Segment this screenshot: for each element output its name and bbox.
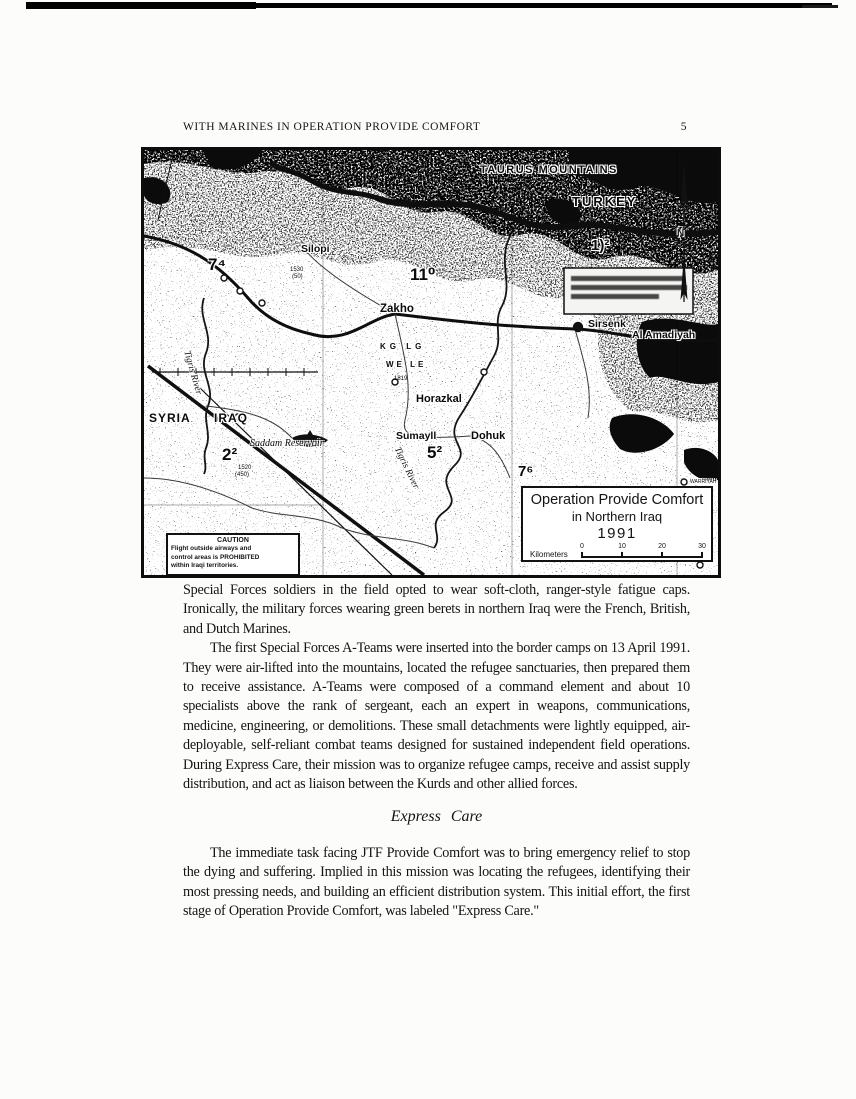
map-elevation-label: 1520 bbox=[238, 465, 252, 471]
legend-year: 1991 bbox=[597, 525, 637, 542]
map-elevation-label: 1819 bbox=[394, 376, 408, 382]
sirsenk-marker bbox=[574, 323, 583, 332]
paragraph-a-teams: The first Special Forces A-Teams were inserted into the border camps on 13 April 1991. They were air-lifted into the mountains, located the refugee sanctuaries, then prepared them to receive assistance. A-Teams were composed of a command element and about 10 specialists above the rank of sergeant, each an expert in weapons, communications, medicine, engineering, or demolitions. These small detachments were lightly equipped, air-deployable, self-reliant combat teams designed for sustained independent field operations. During Express Care, their mission was to organize refugee camps, receive and assist supply distribution, and act as liaison between the Kurds and other allied forces. bbox=[183, 640, 690, 793]
map-label-tigris-river-2: Tigris River bbox=[391, 445, 421, 491]
legend-title-line2: in Northern Iraq bbox=[571, 509, 663, 524]
map-label-horazkal: Horazkal bbox=[416, 393, 462, 405]
page-number: 5 bbox=[680, 121, 687, 133]
map-unit-22: 2² bbox=[222, 445, 238, 464]
running-title: WITH MARINES IN OPERATION PROVIDE COMFORT bbox=[183, 121, 481, 133]
paragraph-express-care: The immediate task facing JTF Provide Comfort was to bring emergency relief to stop the dying and suffering. Implied in this mission was locating the refugees, identifying their most pressing needs, and building an efficient distribution system. This initial effort, the first stage of Operation Provide Comfort, was labeled "Express Care." bbox=[183, 844, 690, 920]
scan-artifact-bar bbox=[26, 3, 832, 8]
body-text bbox=[183, 581, 690, 922]
map-figure bbox=[141, 147, 721, 578]
caution-box bbox=[166, 533, 300, 576]
scale-ruler bbox=[580, 543, 706, 558]
scale-bar bbox=[523, 544, 711, 560]
map-label-turkey: TURKEY bbox=[572, 194, 638, 209]
map-label-dohuk: Dohuk bbox=[471, 430, 506, 442]
map-elevation-label: 1530 bbox=[290, 267, 304, 273]
caution-line: control areas is PROHIBITED bbox=[171, 553, 260, 561]
paragraph-special-forces: Special Forces soldiers in the field opted to wear soft-cloth, ranger-style fatigue caps. Ironically, the military forces wearing green berets in northern Iraq were the French, British, and Dutch Marines. bbox=[183, 582, 690, 637]
map-label-warriyah: WARRIYAH bbox=[690, 479, 717, 485]
map-elevation-label: (50) bbox=[292, 274, 303, 280]
page-header bbox=[183, 121, 687, 133]
restricted-note-box bbox=[564, 268, 693, 314]
map-label-iraq: IRAQ bbox=[214, 411, 248, 425]
map-unit-74: 7⁴ bbox=[208, 255, 226, 274]
map-grid-letters-we-le: WE LE bbox=[386, 360, 427, 369]
map-unit-110: 11⁰ bbox=[410, 265, 436, 284]
scale-tick-label: 20 bbox=[658, 543, 666, 550]
map-label-saddam-reservoir: Saddam Reservoir bbox=[250, 438, 324, 449]
map-unit-12: 1)² bbox=[591, 237, 610, 254]
section-heading-express-care: Express Care bbox=[390, 808, 483, 826]
scale-line bbox=[581, 556, 703, 558]
scale-tick-label: 0 bbox=[580, 543, 584, 550]
map-label-syria: SYRIA bbox=[149, 411, 191, 425]
map-unit-76: 7⁶ bbox=[518, 463, 534, 480]
map-label-sumayl: Sumayll bbox=[396, 430, 437, 442]
scale-tick-label: 10 bbox=[618, 543, 626, 550]
map-label-taurus-mountains: TAURUS MOUNTAINS bbox=[480, 164, 618, 176]
map-label-sirsenk: Sirsenk bbox=[588, 318, 626, 330]
map-label-zakho: Zakho bbox=[380, 303, 414, 315]
scale-tick bbox=[701, 552, 703, 556]
map-label-silopi: Silopi bbox=[301, 243, 330, 255]
north-arrow-label: N bbox=[677, 228, 685, 239]
caution-line: Flight outside airways and bbox=[171, 545, 252, 552]
caution-title: CAUTION bbox=[217, 537, 249, 544]
scale-tick-label: 30 bbox=[698, 543, 706, 550]
scale-units-label: Kilometers bbox=[530, 550, 568, 559]
legend-title-line1: Operation Provide Comfort bbox=[530, 492, 704, 508]
scale-tick bbox=[581, 552, 583, 556]
map-label-tigris-river: Tigris River bbox=[181, 349, 204, 396]
map-unit-52: 5² bbox=[427, 443, 443, 462]
caution-line: within Iraqi territories. bbox=[171, 562, 239, 570]
scale-tick bbox=[621, 552, 623, 556]
scale-tick bbox=[661, 552, 663, 556]
map-grid-letters-kg-lg: KG LG bbox=[380, 342, 426, 351]
map-legend bbox=[521, 486, 713, 562]
map-elevation-label: (450) bbox=[235, 472, 250, 478]
map-label-al-amadiyah: Al Amadiyah bbox=[632, 329, 696, 341]
